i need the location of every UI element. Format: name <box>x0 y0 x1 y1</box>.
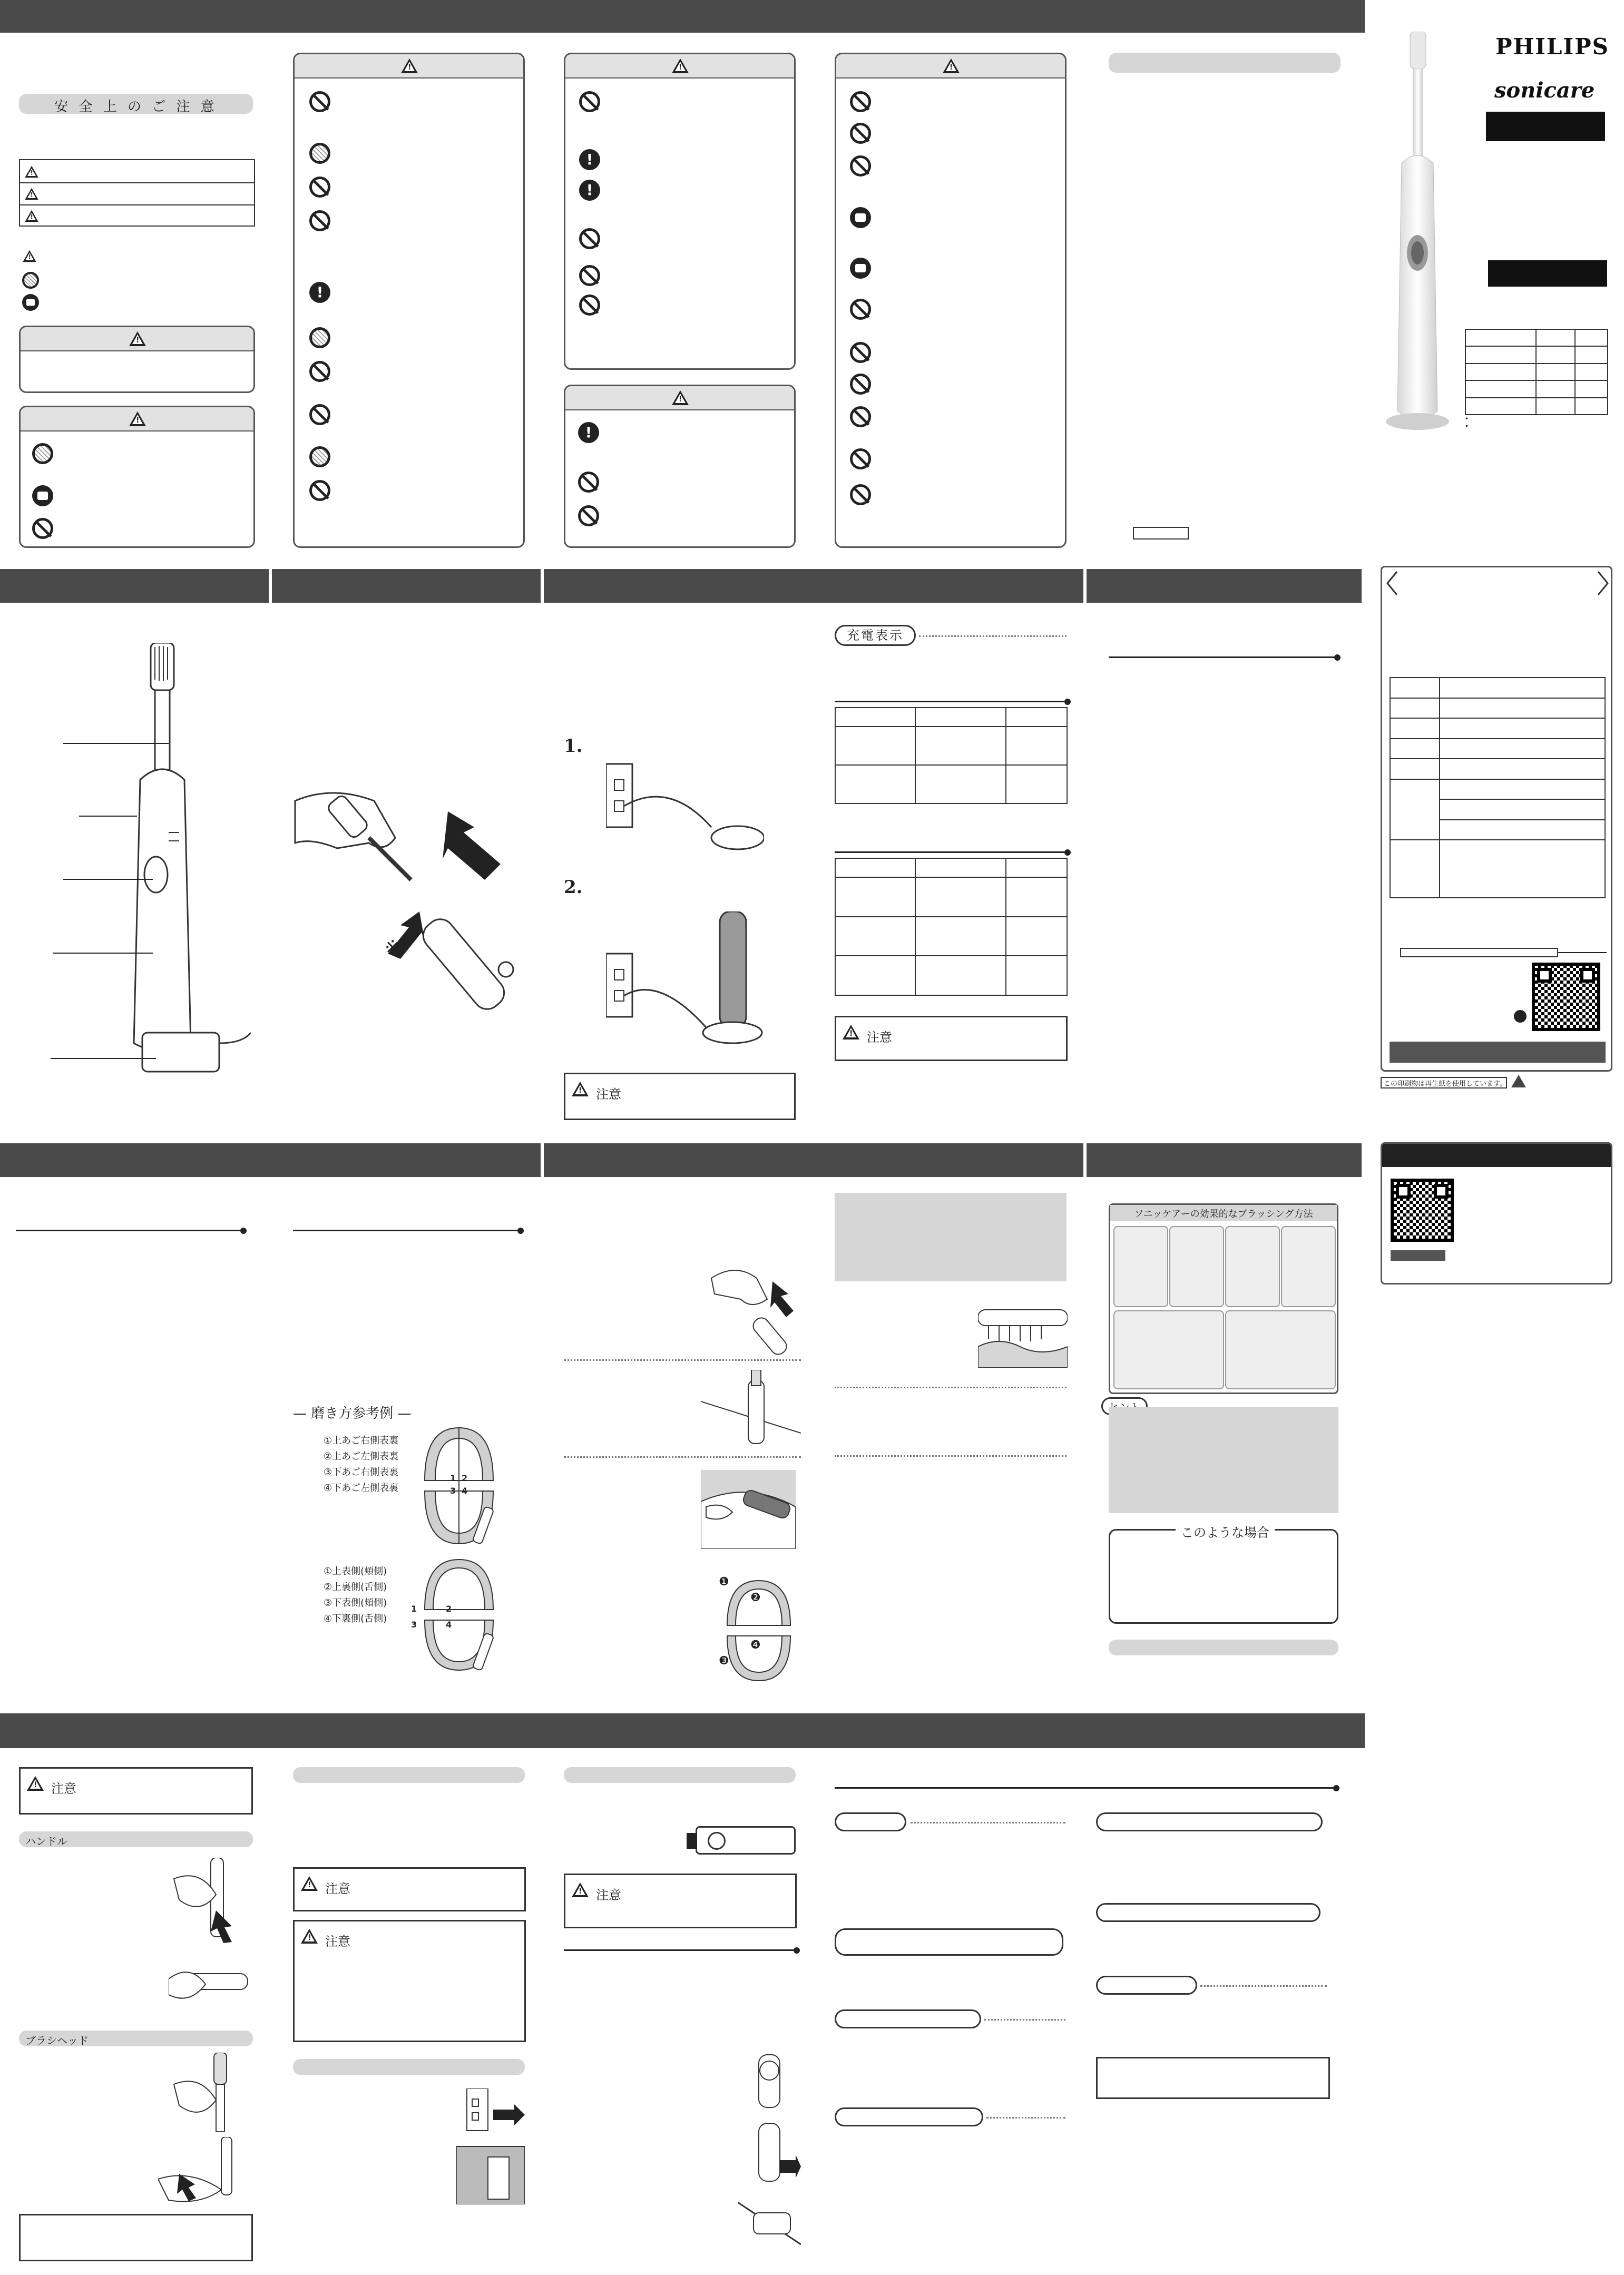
back-cover-panel <box>1381 566 1612 1072</box>
zone-number-3: 3 <box>450 1486 456 1496</box>
section-head-right <box>1087 569 1365 603</box>
brushing-method-grid <box>1113 1226 1334 1389</box>
warning-panel-head <box>21 407 253 432</box>
caution-label: 注意 <box>325 1881 350 1896</box>
method-step-illustration-1 <box>709 1262 799 1357</box>
section-title-bar <box>1109 1640 1338 1655</box>
unplug-icon <box>850 207 871 228</box>
cleaning-caution-box <box>19 1767 253 1815</box>
caution-label: 注意 <box>51 1781 76 1796</box>
prohibited-icon <box>850 406 871 427</box>
caution-icon <box>301 1876 318 1891</box>
unplug-icon <box>32 485 53 506</box>
step-2-number: 2. <box>564 877 583 898</box>
handle-on-charger-illustration <box>606 911 764 1048</box>
section-title-bar <box>293 1767 525 1783</box>
prohibited-icon <box>578 472 599 493</box>
teeth-quadrant-diagram <box>419 1423 498 1549</box>
zone-number-2: 2 <box>462 1473 468 1483</box>
prohibited-icon <box>850 342 871 363</box>
recycle-icon <box>708 1832 726 1850</box>
battery-recycle-badge <box>696 1826 796 1855</box>
sequence-4: ❹ <box>750 1639 761 1652</box>
rule-dot <box>1334 654 1341 661</box>
leader-line-brushhead <box>63 743 169 744</box>
prohibited-icon <box>850 91 871 112</box>
zone-a-3: ③下あご右側表裏 <box>324 1467 399 1478</box>
no-wet-hands-icon <box>309 327 330 348</box>
url-rule <box>1558 952 1607 953</box>
safety-title: 安 全 上 の ご 注 意 <box>54 99 218 115</box>
caution-icon <box>572 1082 589 1096</box>
panel-head <box>565 54 794 79</box>
panel-head <box>836 54 1065 79</box>
battery-rule <box>564 1949 796 1951</box>
warning-panel-4 <box>835 53 1067 548</box>
zone-b-4: ④下裏側(舌側) <box>324 1613 387 1624</box>
method-cell-front <box>1169 1226 1224 1307</box>
table-divider <box>20 204 254 205</box>
prohibited-icon <box>850 299 871 320</box>
tip-grey-box <box>1109 1407 1338 1513</box>
section-head-tips <box>1087 1143 1365 1177</box>
zone-number-1: 1 <box>411 1604 417 1614</box>
trouble-note-box <box>1096 2057 1330 2099</box>
brushhead-clean-illustration-2 <box>158 2137 253 2205</box>
leader-line-handle <box>53 953 153 954</box>
prohibited-icon <box>579 91 600 112</box>
caution-label: 注意 <box>867 1030 892 1045</box>
prohibited-icon <box>309 480 330 501</box>
effective-brushing-title: ソニッケアーの効果的なブラッシング方法 <box>1134 1209 1313 1220</box>
usage-rule-1 <box>16 1230 242 1231</box>
method-cell-gumline <box>1113 1226 1168 1307</box>
battery-caution-box <box>564 1874 797 1928</box>
mandatory-icon: ! <box>578 422 599 443</box>
url-box <box>1400 948 1558 957</box>
model-black-bar-2 <box>1488 260 1607 287</box>
method-grey-note <box>835 1193 1067 1281</box>
model-black-bar <box>1486 112 1605 141</box>
prohibited-icon <box>309 404 330 425</box>
prohibited-icon <box>850 484 871 505</box>
effective-title-bar <box>1110 1205 1337 1221</box>
section-head-charging <box>544 569 1087 603</box>
warning-panel-2 <box>293 53 525 548</box>
dotted-rule <box>911 1822 1065 1823</box>
prohibited-icon <box>309 361 330 382</box>
teeth-arch-diagram <box>419 1554 498 1675</box>
qr-code <box>1391 1179 1454 1242</box>
warning-icon <box>129 411 146 426</box>
no-wet-hands-icon <box>22 272 39 289</box>
prohibited-icon <box>309 210 330 231</box>
brushing-reference-title: — 磨き方参考例 — <box>293 1406 412 1421</box>
back-qr-head <box>1382 1144 1612 1167</box>
toothbrush-illustration <box>1381 32 1454 432</box>
alert-symbol-icon <box>23 250 36 262</box>
charging-step1-illustration <box>606 759 764 854</box>
prohibited-icon <box>32 518 53 539</box>
prohibited-icon <box>850 374 871 395</box>
case-panel <box>1109 1525 1338 1624</box>
leader-line-charger <box>51 1058 156 1059</box>
dotted-rule <box>984 2019 1065 2021</box>
method-step-illustration-3 <box>701 1470 796 1549</box>
sequence-3: ❸ <box>719 1654 729 1668</box>
dotted-divider <box>564 1359 801 1361</box>
zone-b-1: ①上表側(頬側) <box>324 1566 387 1577</box>
brushhead-label: ブラシヘッド <box>25 2034 89 2047</box>
trouble-item-pill <box>1096 1976 1197 1995</box>
warning-icon <box>943 58 960 73</box>
rule-dot <box>1333 1785 1339 1791</box>
sonicare-wordmark: sonicare <box>1494 78 1595 103</box>
dotted-rule <box>1200 1985 1327 1987</box>
caution-icon <box>27 1776 44 1791</box>
charge-table-2 <box>835 858 1068 996</box>
battery-terminal <box>687 1833 697 1849</box>
dotted-rule <box>919 635 1067 637</box>
prohibited-icon <box>578 505 599 526</box>
section-head-parts <box>0 569 272 603</box>
bristles-on-teeth <box>978 1299 1068 1368</box>
charge-indicator-title: 充電表示 <box>847 628 904 643</box>
section-title-bar <box>1109 53 1341 73</box>
charging-caution-box <box>564 1073 796 1120</box>
method-cell-inner <box>1281 1226 1336 1307</box>
method-cell-bite <box>1225 1226 1280 1307</box>
zone-list-a <box>324 1433 403 1496</box>
top-header-band <box>0 0 1365 33</box>
safety-title-bar <box>19 94 253 114</box>
caution-icon <box>25 210 38 222</box>
prohibited-icon <box>850 155 871 176</box>
brushhead-remove-illustration <box>158 2137 253 2205</box>
small-outline-box <box>1133 527 1189 540</box>
parts-diagram <box>47 643 258 1096</box>
dotted-divider <box>835 1387 1067 1388</box>
back-qr-panel <box>1381 1142 1612 1284</box>
zone-number-1: 1 <box>450 1473 456 1483</box>
case-title: このような場合 <box>1176 1522 1275 1541</box>
danger-panel-head <box>21 327 253 351</box>
danger-panel <box>19 326 255 393</box>
prohibited-icon <box>309 176 330 198</box>
panel-head <box>565 386 794 410</box>
brushhead-clean-illustration-1 <box>169 2053 253 2132</box>
caution-label: 注意 <box>325 1934 350 1949</box>
dark-footer-bar <box>1390 1042 1606 1063</box>
cleaning-note-box <box>19 2214 253 2261</box>
brand-logo-sonicare <box>1494 78 1610 104</box>
recycle-note-box <box>1381 1077 1507 1089</box>
usage-rule-2 <box>293 1230 520 1231</box>
prohibited-icon <box>850 123 871 144</box>
trouble-item-pill <box>835 1812 906 1831</box>
caution-icon <box>301 1929 318 1944</box>
warning-panel-3 <box>564 53 796 370</box>
caution-icon <box>843 1025 859 1040</box>
prohibited-icon <box>309 91 330 112</box>
sequence-1: ❶ <box>719 1575 729 1588</box>
handle-diagram <box>47 643 258 1096</box>
caution-panel <box>564 385 796 548</box>
no-wet-hands-icon <box>309 143 330 164</box>
spec-footnote-mark: • • <box>1465 415 1469 430</box>
trouble-item-pill <box>835 2107 983 2126</box>
signal-word-table <box>19 159 255 227</box>
brushhead-label-bar <box>19 2031 253 2046</box>
prohibited-icon <box>579 228 600 249</box>
method-step-illustration-2 <box>701 1370 801 1449</box>
rule-right-col <box>1109 656 1335 658</box>
trouble-col-right <box>1096 1812 1338 2107</box>
teeth-diagram-b <box>411 1554 498 1675</box>
unplug-icon <box>22 294 39 311</box>
outlet-unplug-illustration <box>456 2088 525 2204</box>
caution-label: 注意 <box>596 1888 621 1903</box>
bracket-marks <box>1382 567 1614 599</box>
dotted-divider <box>835 1455 1067 1457</box>
handle-wipe-illustration <box>169 1958 253 2016</box>
trouble-item-pill <box>1096 1903 1320 1922</box>
mouth-brushing-illustration <box>701 1470 796 1549</box>
warning-icon <box>25 188 38 200</box>
unplug-icon <box>850 258 871 279</box>
charge-caution-box <box>835 1016 1068 1061</box>
warning-icon <box>401 58 418 73</box>
method-cell-back <box>1113 1310 1224 1389</box>
section-head-brushhead <box>272 569 544 603</box>
no-wet-hands-icon <box>309 446 330 467</box>
mandatory-icon: ! <box>579 180 600 201</box>
danger-icon <box>25 166 38 178</box>
rule-charge-table-1 <box>835 701 1067 702</box>
cover-toothbrush <box>1381 32 1454 432</box>
cleaning-header-band <box>0 1713 1365 1748</box>
handle-clean-illustration-2 <box>169 1958 253 2016</box>
rule-charge-table-2 <box>835 851 1067 853</box>
trouble-item-pill <box>835 2009 981 2028</box>
rule-dot <box>1064 699 1071 705</box>
warning-panel <box>19 406 255 548</box>
brand-logo-philips <box>1495 34 1610 60</box>
danger-icon <box>129 331 146 346</box>
panel-head <box>295 54 523 79</box>
storage-caution-box <box>293 1867 526 1911</box>
leader-line-button <box>63 879 153 880</box>
handle-wash-illustration <box>169 1858 253 1947</box>
note-asterisk: ※ <box>385 937 401 958</box>
rule-dot <box>240 1228 247 1234</box>
trouble-item-pill <box>835 1928 1063 1956</box>
section-head-usage <box>0 1143 544 1177</box>
trouble-item-pill <box>1096 1812 1323 1831</box>
caution-icon <box>572 1882 589 1897</box>
step-1-number: 1. <box>564 736 583 757</box>
recycle-note: この印刷物は再生紙を使用しています。 <box>1384 1080 1506 1088</box>
charging-step2-illustration <box>606 911 764 1048</box>
play-icon <box>1514 1010 1527 1023</box>
charge-indicator-pill <box>835 625 916 646</box>
qr-code <box>1532 963 1600 1031</box>
bristles-illustration <box>978 1299 1068 1368</box>
philips-wordmark: PHILIPS <box>1495 34 1610 60</box>
section-head-method <box>544 1143 1087 1177</box>
teeth-diagram-a <box>419 1423 498 1549</box>
rule-dot <box>794 1947 800 1954</box>
handle-label: ハンドル <box>25 1835 67 1848</box>
outlet-plug-illustration <box>606 759 764 854</box>
sequence-2: ❷ <box>750 1591 761 1604</box>
storage-caution-box-2 <box>293 1920 526 2042</box>
prohibited-icon <box>579 265 600 286</box>
no-wet-hands-icon <box>32 443 53 464</box>
brushhead-rinse-illustration <box>169 2053 253 2132</box>
zone-number-4: 4 <box>446 1620 452 1630</box>
rule-dot <box>1064 849 1071 856</box>
mandatory-icon: ! <box>309 282 330 303</box>
effective-brushing-panel <box>1109 1203 1338 1394</box>
battery-removal-illustration <box>738 2044 801 2260</box>
caution-label: 注意 <box>596 1087 621 1102</box>
zone-number-4: 4 <box>462 1486 468 1496</box>
method-cell-side <box>1225 1310 1336 1389</box>
trouble-col-left <box>835 1812 1067 2129</box>
charge-table-1 <box>835 707 1068 804</box>
warning-icon <box>672 58 689 73</box>
battery-removal-steps <box>738 2044 801 2260</box>
attach-illustration <box>290 780 532 1022</box>
zone-b-3: ③下表側(頬側) <box>324 1597 387 1609</box>
safety-intro-column <box>19 90 256 553</box>
caution-icon <box>672 390 689 405</box>
table-divider <box>20 182 254 183</box>
teeth-sequence-diagram <box>719 1575 796 1686</box>
zone-a-4: ④下あご左側表裏 <box>324 1483 399 1494</box>
service-table <box>1390 677 1606 898</box>
dotted-rule <box>986 2117 1065 2119</box>
prohibited-icon <box>850 448 871 469</box>
hand-insert-illustration <box>709 1262 799 1357</box>
zone-b-2: ②上裏側(舌側) <box>324 1582 387 1593</box>
rule-dot <box>517 1228 524 1234</box>
prohibited-icon <box>579 295 600 316</box>
handle-clean-illustration-1 <box>169 1858 253 1947</box>
section-title-bar <box>293 2059 525 2075</box>
handle-label-bar <box>19 1831 253 1847</box>
zone-a-1: ①上あご右側表裏 <box>324 1435 399 1446</box>
mandatory-icon: ! <box>579 149 600 170</box>
brush-angle-illustration <box>701 1370 801 1449</box>
zone-list-b <box>324 1564 403 1627</box>
troubleshoot-rule <box>835 1787 1335 1789</box>
zone-number-3: 3 <box>411 1620 417 1630</box>
zone-number-2: 2 <box>446 1604 452 1614</box>
spec-table <box>1465 329 1608 415</box>
zone-a-2: ②上あご左側表裏 <box>324 1451 399 1462</box>
recycle-icon <box>1511 1075 1526 1087</box>
attach-brushhead-illustration <box>290 780 532 1022</box>
unplug-illustration <box>456 2088 525 2204</box>
qr-caption-bar <box>1391 1250 1445 1261</box>
section-title-bar <box>564 1767 796 1783</box>
leader-line-indicator <box>79 816 137 817</box>
dotted-divider <box>564 1456 801 1458</box>
